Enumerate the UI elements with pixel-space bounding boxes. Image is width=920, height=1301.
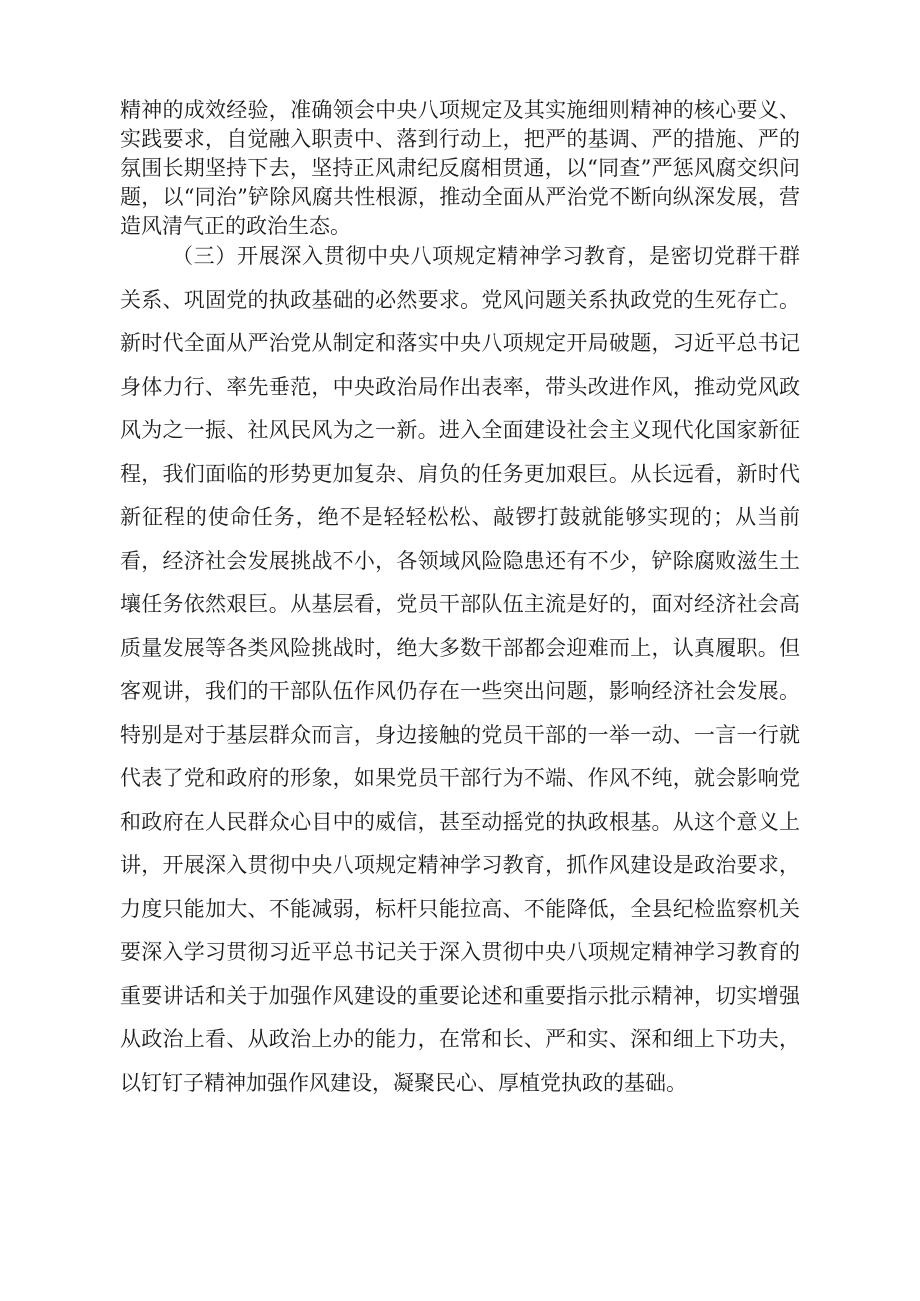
paragraph-continuation: 精神的成效经验，准确领会中央八项规定及其实施细则精神的核心要义、实践要求，自觉融入职责中、落到行动上，把严的基调、严的措施、严的氛围长期坚持下去，坚持正风肃纪反腐相贯通，以“同查”严惩风腐交织问题，以“同治”铲除风腐共性根源，推动全面从严治党不断向纵深发展，营造风清气正的政治生态。 — [120, 98, 800, 238]
paragraph-section-three: （三）开展深入贯彻中央八项规定精神学习教育，是密切党群干群关系、巩固党的执政基础的必然要求。党风问题关系执政党的生死存亡。新时代全面从严治党从制定和落实中央八项规定开局破题，习近平总书记身体力行、率先垂范，中央政治局作出表率，带头改进作风，推动党风政风为之一振、社风民风为之一新。进入全面建设社会主义现代化国家新征程，我们面临的形势更加复杂、肩负的任务更加艰巨。从长远看，新时代新征程的使命任务，绝不是轻轻松松、敲锣打鼓就能够实现的；从当前看，经济社会发展挑战不小，各领域风险隐患还有不少，铲除腐败滋生土壤任务依然艰巨。从基层看，党员干部队伍主流是好的，面对经济社会高质量发展等各类风险挑战时，绝大多数干部都会迎难而上，认真履职。但客观讲，我们的干部队伍作风仍存在一些突出问题，影响经济社会发展。特别是对于基层群众而言，身边接触的党员干部的一举一动、一言一行就代表了党和政府的形象，如果党员干部行为不端、作风不纯，就会影响党和政府在人民群众心目中的威信，甚至动摇党的执政根基。从这个意义上讲，开展深入贯彻中央八项规定精神学习教育，抓作风建设是政治要求，力度只能加大、不能减弱，标杆只能拉高、不能降低，全县纪检监察机关要深入学习贯彻习近平总书记关于深入贯彻中央八项规定精神学习教育的重要讲话和关于加强作风建设的重要论述和重要指示批示精神，切实增强从政治上看、从政治上办的能力，在常和长、严和实、深和细上下功夫，以钉钉子精神加强作风建设，凝聚民心、厚植党执政的基础。 — [120, 244, 800, 1095]
